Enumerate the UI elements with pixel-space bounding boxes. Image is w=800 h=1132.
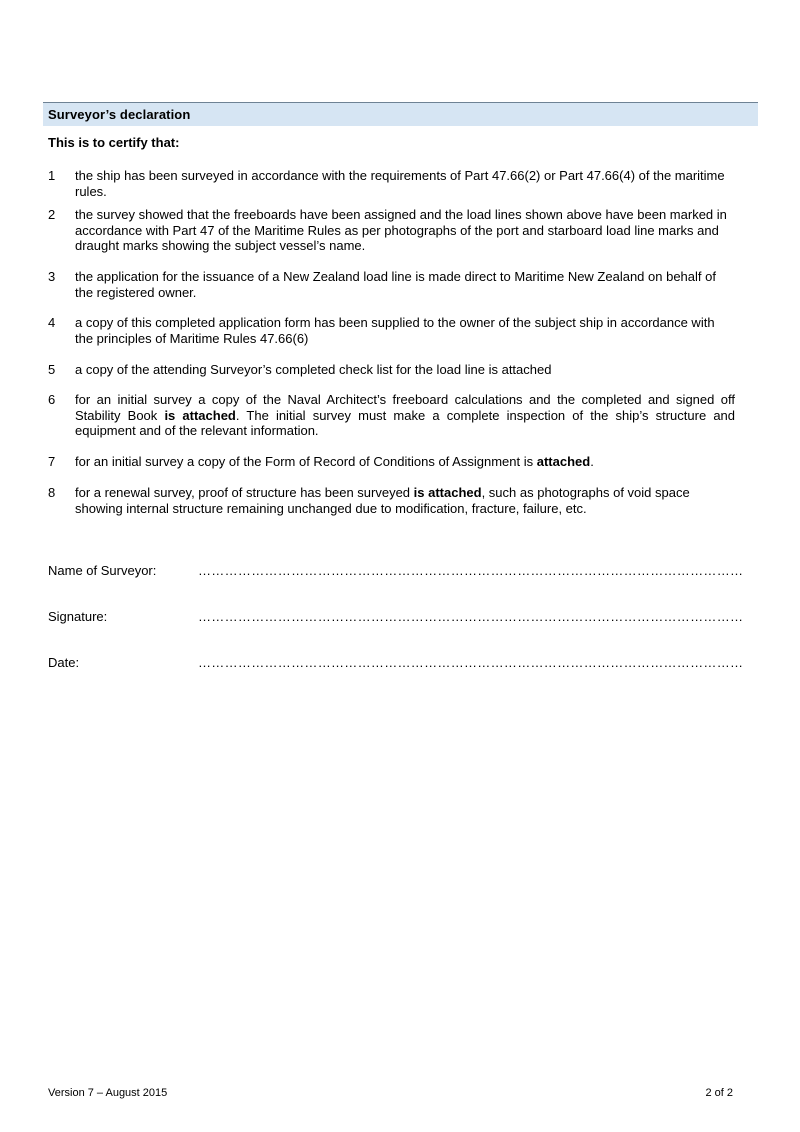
signature-field[interactable] — [48, 609, 748, 627]
item-number: 4 — [48, 315, 56, 330]
signature-label: Signature: — [48, 609, 108, 624]
item-number: 7 — [48, 454, 56, 469]
date-label: Date: — [48, 655, 80, 670]
item-number: 1 — [48, 168, 56, 183]
item-number: 8 — [48, 485, 56, 500]
signature-line[interactable]: …………………………………………………………………………………………………………… — [198, 609, 744, 624]
item-number: 5 — [48, 362, 56, 377]
item-text: for an initial survey a copy of the Naval Architect’s freeboard calculations and the completed and signed off Stability Book is attached. The initial survey must make a complete inspection of the ship’s structure and equipment and of the relevant information. — [75, 392, 736, 438]
date-line[interactable]: …………………………………………………………………………………………………………… — [198, 655, 744, 670]
footer-page-number: 2 of 2 — [705, 1087, 733, 1099]
attached-emphasis: attached — [536, 454, 591, 469]
item-number: 2 — [48, 207, 56, 222]
footer-version: Version 7 – August 2015 — [48, 1087, 168, 1099]
item-text: a copy of the attending Surveyor’s completed check list for the load line is attached — [75, 362, 552, 377]
item-text: the ship has been surveyed in accordance with the requirements of Part 47.66(2) or Part 47.66(4) of the maritime rules. — [75, 168, 725, 199]
item-number: 3 — [48, 269, 56, 284]
section-header — [43, 102, 758, 126]
attached-emphasis: is attached — [164, 407, 236, 423]
item-text: the survey showed that the freeboards have been assigned and the load lines shown above have been marked in accordance with Part 47 of the Maritime Rules as per photographs of the port and starboard load line marks and draught marks showing the subject vessel’s name. — [75, 207, 727, 253]
certify-intro: This is to certify that: — [48, 135, 180, 150]
surveyor-name-label: Name of Surveyor: — [48, 563, 157, 578]
item-text: a copy of this completed application form has been supplied to the owner of the subject ship in accordance with the principles of Maritime Rules 47.66(6) — [75, 315, 715, 346]
attached-emphasis: is attached — [413, 485, 482, 500]
item-number: 6 — [48, 392, 56, 407]
surveyor-name-field[interactable] — [48, 563, 748, 581]
item-text: for a renewal survey, proof of structure has been surveyed is attached, such as photographs of void space showing internal structure remaining unchanged due to modification, fracture, failure, etc. — [75, 485, 690, 516]
date-field[interactable] — [48, 655, 748, 673]
surveyor-name-line[interactable]: …………………………………………………………………………………………………………… — [198, 563, 744, 578]
item-text: the application for the issuance of a New Zealand load line is made direct to Maritime New Zealand on behalf of the registered owner. — [75, 269, 716, 300]
item-text: for an initial survey a copy of the Form of Record of Conditions of Assignment is attached. — [75, 454, 594, 469]
section-title: Surveyor’s declaration — [48, 107, 191, 122]
